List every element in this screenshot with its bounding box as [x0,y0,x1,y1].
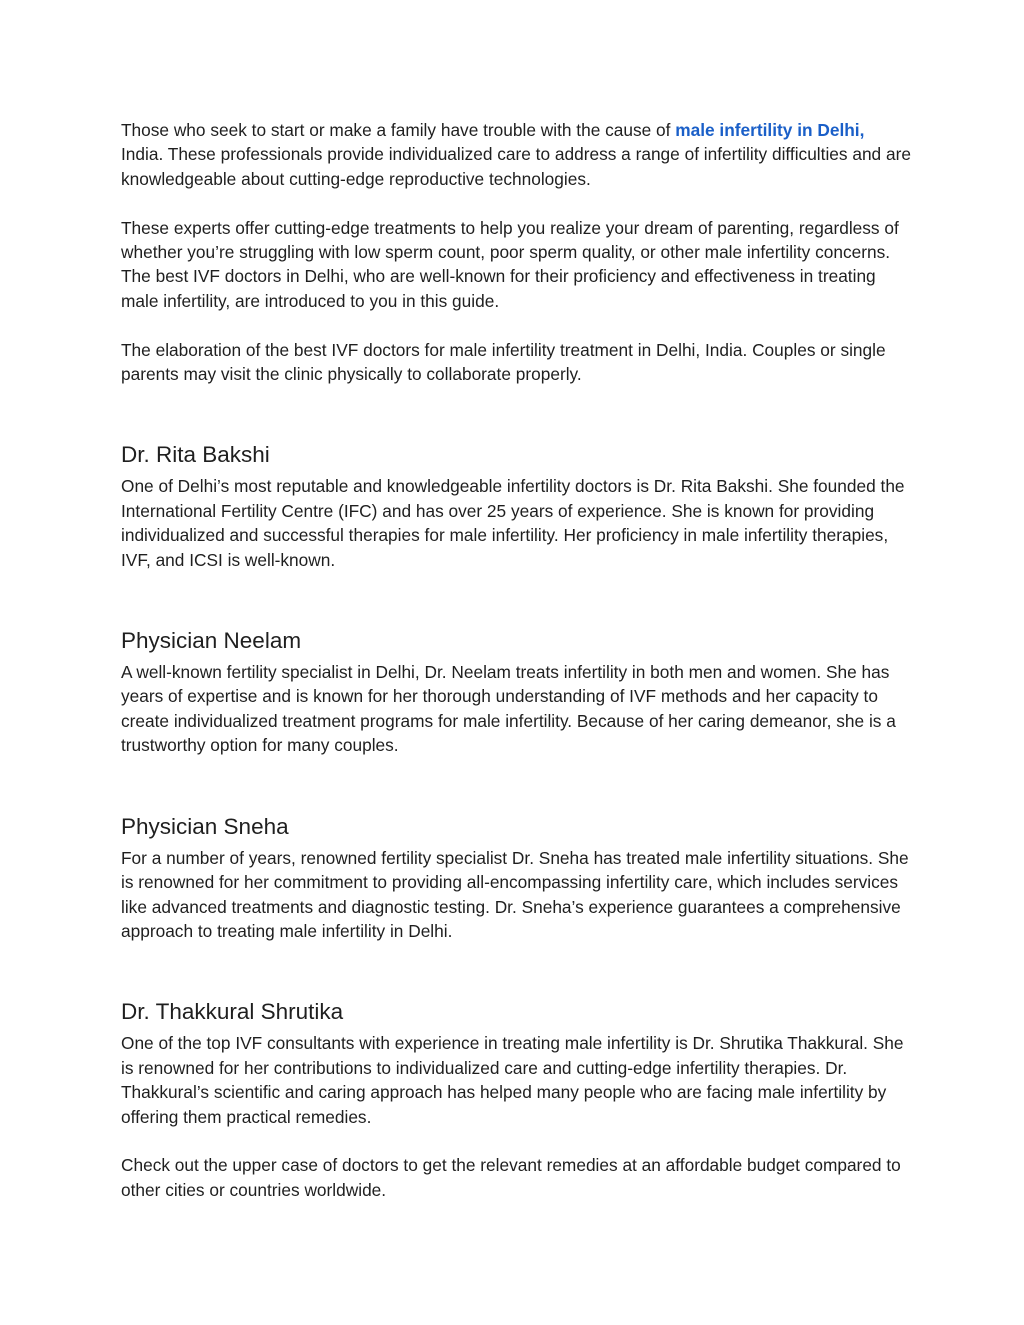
male-infertility-delhi-link[interactable]: male infertility in Delhi, [675,120,865,140]
intro-paragraph-1 [121,118,911,191]
closing-paragraph: Check out the upper case of doctors to get the relevant remedies at an affordable budget compared to other cities or countries worldwide. [121,1155,901,1200]
document-page [121,118,911,1202]
doctor-heading: Physician Sneha [121,813,289,839]
doctor-heading: Dr. Thakkural Shrutika [121,999,344,1025]
doctor-description: One of the top IVF consultants with experience in treating male infertility is Dr. Shrutika Thakkural. She is renowned for her contributions to individualized care and cutting-edge infertility therapies. Dr. Thakkural’s scientific and caring approach has helped many people who are facing male infertility by offering them practical remedies. [121,1033,904,1127]
intro-text-after-link: India. These professionals provide individualized care to address a range of infertility difficulties and are knowledgeable about cutting-edge reproductive technologies. [121,144,911,189]
doctor-section-rita-bakshi [121,440,911,572]
intro-paragraph-2: These experts offer cutting-edge treatments to help you realize your dream of parenting, regardless of whether you’re struggling with low sperm count, poor sperm quality, or other male infertility concerns. The best IVF doctors in Delhi, who are well-known for their proficiency and effectiveness in treating male infertility, are introduced to you in this guide. [121,217,899,311]
doctor-description: For a number of years, renowned fertility specialist Dr. Sneha has treated male infertility situations. She is renowned for her commitment to providing all-encompassing infertility care, which includes services like advanced treatments and diagnostic testing. Dr. Sneha’s experience guarantees a comprehensive approach to treating male infertility in Delhi. [121,847,909,941]
doctor-heading: Dr. Rita Bakshi [121,442,270,468]
doctor-heading: Physician Neelam [121,628,302,654]
doctor-description: A well-known fertility specialist in Delhi, Dr. Neelam treats infertility in both men and women. She has years of expertise and is known for her thorough understanding of IVF methods and her capacity to create individualized treatment programs for male infertility. Because of her caring demeanor, she is a trustworthy option for many couples. [121,662,896,756]
doctor-section-neelam [121,626,911,758]
doctor-section-thakkural-shrutika [121,997,911,1129]
doctor-section-sneha [121,812,911,944]
doctor-description: One of Delhi’s most reputable and knowledgeable infertility doctors is Dr. Rita Bakshi. She founded the International Fertility Centre (IFC) and has over 25 years of experience. She is known for providing individualized and successful therapies for male infertility. Her proficiency in male infertility therapies, IVF, and ICSI is well-known. [121,476,905,570]
intro-text-before-link: Those who seek to start or make a family have trouble with the cause of [121,120,676,140]
intro-paragraph-3: The elaboration of the best IVF doctors for male infertility treatment in Delhi, India. Couples or single parents may visit the clinic physically to collaborate properly. [121,339,886,385]
